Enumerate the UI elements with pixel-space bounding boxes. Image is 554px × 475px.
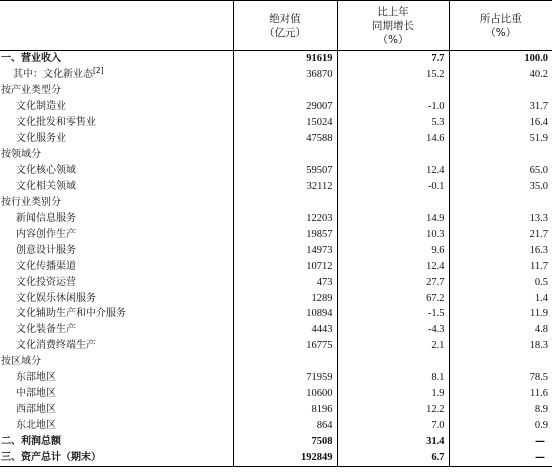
row-label: 文化辅助生产和中介服务 — [16, 308, 126, 320]
row-label: 按行业类别分 — [1, 196, 61, 208]
row-label-cell — [0, 291, 233, 307]
share-cell: 65.0 — [449, 163, 552, 179]
row-label: 按领域分 — [1, 148, 41, 160]
share-cell: 40.2 — [449, 67, 552, 83]
row-label: 创意设计服务 — [16, 244, 76, 256]
absolute-value-cell: 864 — [233, 418, 337, 434]
share-cell: 4.8 — [449, 322, 552, 338]
yoy-growth-cell: -1.5 — [337, 307, 449, 323]
table-row — [0, 227, 552, 243]
share-cell: 8.9 — [449, 402, 552, 418]
row-label-cell — [0, 51, 233, 67]
yoy-growth-cell: 6.7 — [337, 450, 449, 466]
share-cell: — — [449, 450, 552, 466]
absolute-value-cell — [233, 354, 337, 370]
absolute-value-cell: 8196 — [233, 402, 337, 418]
yoy-growth-cell: 12.4 — [337, 259, 449, 275]
absolute-value-cell: 192849 — [233, 450, 337, 466]
absolute-value-cell: 10712 — [233, 259, 337, 275]
table-row — [0, 115, 552, 131]
share-cell: — — [449, 434, 552, 450]
absolute-value-cell: 15024 — [233, 115, 337, 131]
share-cell: 16.3 — [449, 243, 552, 259]
absolute-value-cell: 36870 — [233, 67, 337, 83]
absolute-value-cell — [233, 195, 337, 211]
share-cell: 11.7 — [449, 259, 552, 275]
row-label-cell — [0, 179, 233, 195]
header-yoy-growth: 比上年 同期增长 （%） — [337, 1, 449, 51]
table-row — [0, 450, 552, 466]
row-label: 文化娱乐休闲服务 — [16, 292, 96, 304]
table-row — [0, 147, 552, 163]
row-label-cell — [0, 147, 233, 163]
share-cell: 11.6 — [449, 386, 552, 402]
table-row — [0, 338, 552, 354]
share-cell: 100.0 — [449, 51, 552, 67]
table-row — [0, 322, 552, 338]
row-label-cell — [0, 386, 233, 402]
row-label: 文化投资运营 — [16, 276, 76, 288]
row-label: 文化核心领域 — [16, 164, 76, 176]
table-row — [0, 179, 552, 195]
table-body — [0, 51, 552, 467]
row-label-cell — [0, 83, 233, 99]
table-row — [0, 275, 552, 291]
yoy-growth-cell: 5.3 — [337, 115, 449, 131]
absolute-value-cell: 32112 — [233, 179, 337, 195]
row-label: 按区域分 — [1, 356, 41, 368]
absolute-value-cell: 10600 — [233, 386, 337, 402]
table-row — [0, 370, 552, 386]
row-label: 其中：文化新业态 — [13, 68, 93, 80]
share-cell: 11.9 — [449, 307, 552, 323]
row-label-cell — [0, 243, 233, 259]
absolute-value-cell: 10894 — [233, 307, 337, 323]
row-label-cell — [0, 434, 233, 450]
yoy-growth-cell — [337, 354, 449, 370]
share-cell: 13.3 — [449, 211, 552, 227]
row-label: 二、利润总额 — [1, 436, 61, 448]
absolute-value-cell — [233, 147, 337, 163]
row-label-cell — [0, 195, 233, 211]
absolute-value-cell: 19857 — [233, 227, 337, 243]
row-label: 文化服务业 — [16, 132, 66, 144]
row-label-cell — [0, 338, 233, 354]
row-label-cell — [0, 307, 233, 323]
share-cell — [449, 147, 552, 163]
row-label-cell — [0, 275, 233, 291]
table-row — [0, 211, 552, 227]
header-row — [0, 1, 552, 51]
table-row — [0, 402, 552, 418]
share-cell: 78.5 — [449, 370, 552, 386]
share-cell: 51.9 — [449, 131, 552, 147]
yoy-growth-cell: 12.4 — [337, 163, 449, 179]
yoy-growth-cell: 7.0 — [337, 418, 449, 434]
absolute-value-cell: 71959 — [233, 370, 337, 386]
share-cell: 35.0 — [449, 179, 552, 195]
row-label: 西部地区 — [16, 404, 56, 416]
absolute-value-cell: 59507 — [233, 163, 337, 179]
row-label: 新闻信息服务 — [16, 212, 76, 224]
yoy-growth-cell: 7.7 — [337, 51, 449, 67]
yoy-growth-cell: -1.0 — [337, 99, 449, 115]
row-label-cell — [0, 354, 233, 370]
row-label-cell — [0, 211, 233, 227]
table-row — [0, 434, 552, 450]
row-label: 文化制造业 — [16, 100, 66, 112]
table-header — [0, 1, 552, 51]
row-label: 内容创作生产 — [16, 228, 76, 240]
yoy-growth-cell: 12.2 — [337, 402, 449, 418]
absolute-value-cell: 29007 — [233, 99, 337, 115]
table-row — [0, 418, 552, 434]
row-label: 东北地区 — [16, 420, 56, 432]
yoy-growth-cell: 31.4 — [337, 434, 449, 450]
yoy-growth-cell: 27.7 — [337, 275, 449, 291]
table-row — [0, 243, 552, 259]
table-row — [0, 163, 552, 179]
footnote-marker: [2] — [93, 65, 104, 75]
row-label: 文化批发和零售业 — [16, 116, 96, 128]
absolute-value-cell: 4443 — [233, 322, 337, 338]
row-label: 中部地区 — [16, 388, 56, 400]
row-label: 按产业类型分 — [1, 84, 61, 96]
share-cell: 0.9 — [449, 418, 552, 434]
row-label-cell — [0, 131, 233, 147]
share-cell: 31.7 — [449, 99, 552, 115]
row-label: 文化传播渠道 — [16, 260, 76, 272]
share-cell: 16.4 — [449, 115, 552, 131]
yoy-growth-cell: 67.2 — [337, 291, 449, 307]
yoy-growth-cell: 14.9 — [337, 211, 449, 227]
yoy-growth-cell: 1.9 — [337, 386, 449, 402]
absolute-value-cell: 473 — [233, 275, 337, 291]
table-row — [0, 291, 552, 307]
table-row — [0, 307, 552, 323]
row-label-cell — [0, 163, 233, 179]
row-label: 东部地区 — [16, 372, 56, 384]
share-cell: 1.4 — [449, 291, 552, 307]
yoy-growth-cell: 10.3 — [337, 227, 449, 243]
table-row — [0, 195, 552, 211]
row-label: 文化相关领域 — [16, 180, 76, 192]
yoy-growth-cell — [337, 195, 449, 211]
row-label-cell — [0, 322, 233, 338]
absolute-value-cell: 1289 — [233, 291, 337, 307]
table-row — [0, 386, 552, 402]
row-label-cell — [0, 370, 233, 386]
table-row — [0, 51, 552, 67]
absolute-value-cell — [233, 83, 337, 99]
row-label-cell — [0, 402, 233, 418]
yoy-growth-cell: -4.3 — [337, 322, 449, 338]
row-label: 文化消费终端生产 — [16, 340, 96, 352]
share-cell: 0.5 — [449, 275, 552, 291]
row-label-cell — [0, 259, 233, 275]
yoy-growth-cell: 14.6 — [337, 131, 449, 147]
row-label-cell — [0, 450, 233, 466]
row-label-cell — [0, 227, 233, 243]
yoy-growth-cell: -0.1 — [337, 179, 449, 195]
header-item-name — [0, 1, 233, 51]
share-cell: 18.3 — [449, 338, 552, 354]
table-row — [0, 99, 552, 115]
row-label-cell — [0, 115, 233, 131]
row-label: 三、资产总计（期末） — [1, 452, 101, 464]
row-label-cell — [0, 418, 233, 434]
yoy-growth-cell — [337, 83, 449, 99]
yoy-growth-cell: 15.2 — [337, 67, 449, 83]
absolute-value-cell: 91619 — [233, 51, 337, 67]
header-share: 所占比重 （%） — [449, 1, 552, 51]
row-label-cell — [0, 67, 233, 83]
share-cell — [449, 83, 552, 99]
share-cell — [449, 195, 552, 211]
header-absolute-value: 绝对值 （亿元） — [233, 1, 337, 51]
row-label: 一、营业收入 — [1, 52, 61, 64]
absolute-value-cell: 47588 — [233, 131, 337, 147]
absolute-value-cell: 7508 — [233, 434, 337, 450]
share-cell: 21.7 — [449, 227, 552, 243]
share-cell — [449, 354, 552, 370]
table-row — [0, 354, 552, 370]
table-row — [0, 67, 552, 83]
absolute-value-cell: 14973 — [233, 243, 337, 259]
absolute-value-cell: 12203 — [233, 211, 337, 227]
row-label-cell — [0, 99, 233, 115]
yoy-growth-cell: 2.1 — [337, 338, 449, 354]
yoy-growth-cell: 9.6 — [337, 243, 449, 259]
yoy-growth-cell — [337, 147, 449, 163]
table-row — [0, 83, 552, 99]
row-label: 文化装备生产 — [16, 324, 76, 336]
table-row — [0, 131, 552, 147]
table-row — [0, 259, 552, 275]
yoy-growth-cell: 8.1 — [337, 370, 449, 386]
absolute-value-cell: 16775 — [233, 338, 337, 354]
